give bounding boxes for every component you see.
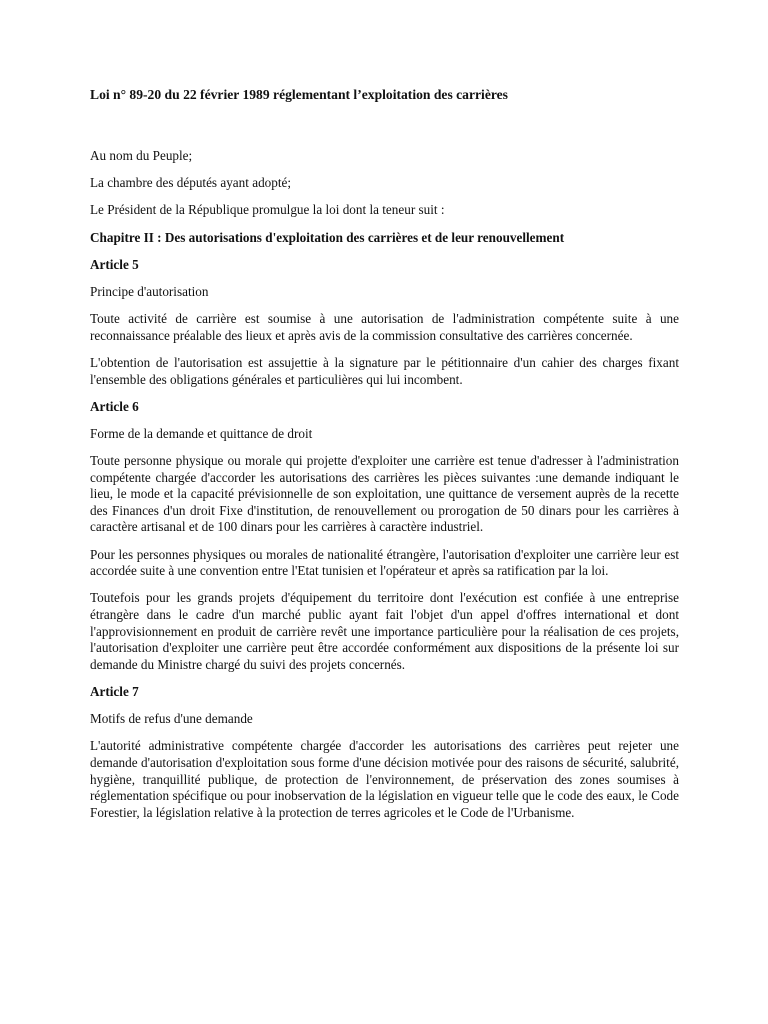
article-paragraph: Pour les personnes physiques ou morales de nationalité étrangère, l'autorisation d'exploiter une carrière leur est accordée suite à une convention entre l'Etat tunisien et l'opérateur et après sa ratification par la loi.	[90, 546, 679, 579]
article-subtitle: Principe d'autorisation	[90, 283, 209, 299]
document-page	[90, 86, 679, 832]
article-heading: Article 7	[90, 683, 139, 699]
document-title: Loi n° 89-20 du 22 février 1989 réglementant l’exploitation des carrières	[90, 87, 508, 102]
article-subtitle: Motifs de refus d'une demande	[90, 711, 253, 727]
article-subtitle: Forme de la demande et quittance de droit	[90, 425, 313, 441]
article-paragraph: L'autorité administrative compétente chargée d'accorder les autorisations des carrières peut rejeter une demande d'autorisation d'exploitation sous forme d'une décision motivée pour des raisons de sécurité, salubrité, hygiène, tranquillité publique, de protection de l'environnement, de préservation des zones soumises à réglementation spécifique ou pour inobservation de la législation en vigueur telle que le code des eaux, le Code Forestier, la législation relative à la protection de terres agricoles et le Code de l'Urbanisme.	[90, 738, 679, 820]
article-paragraph: Toutefois pour les grands projets d'équipement du territoire dont l'exécution est confiée à une entreprise étrangère dans le cadre d'un marché public ayant fait l'objet d'un appel d'offres international et dont l'approvisionnement en produit de carrière revêt une importance particulière pour la réalisation de ces projets, l'autorisation d'exploiter une carrière peut être accordée conformément aux dispositions de la présente loi sur demande du Ministre chargé du suivi des projets concernés.	[90, 590, 679, 672]
preamble-line: La chambre des députés ayant adopté;	[90, 175, 292, 191]
article-paragraph: Toute activité de carrière est soumise à une autorisation de l'administration compétente suite à une reconnaissance préalable des lieux et après avis de la commission consultative des carrières concernée.	[90, 311, 679, 343]
article-heading: Article 5	[90, 256, 139, 272]
preamble-line: Le Président de la République promulgue la loi dont la teneur suit :	[90, 202, 445, 218]
article-paragraph: L'obtention de l'autorisation est assujettie à la signature par le pétitionnaire d'un cahier des charges fixant l'ensemble des obligations générales et particulières qui lui incombent.	[90, 354, 679, 387]
article-paragraph: Toute personne physique ou morale qui projette d'exploiter une carrière est tenue d'adresser à l'administration compétente chargée d'accorder les autorisations des carrières les pièces suivantes :une demande indiquant le lieu, le mode et la capacité prévisionnelle de son exploitation, une quittance de versement auprès de la recette des Finances d'un droit Fixe d'institution, de renouvellement ou prorogation de 50 dinars pour les carrières à caractère artisanal et de 100 dinars pour les carrières à caractère industriel.	[90, 453, 679, 535]
article-heading: Article 6	[90, 398, 139, 414]
preamble-line: Au nom du Peuple;	[90, 148, 193, 163]
chapter-heading: Chapitre II : Des autorisations d'exploitation des carrières et de leur renouvellement	[90, 229, 565, 245]
